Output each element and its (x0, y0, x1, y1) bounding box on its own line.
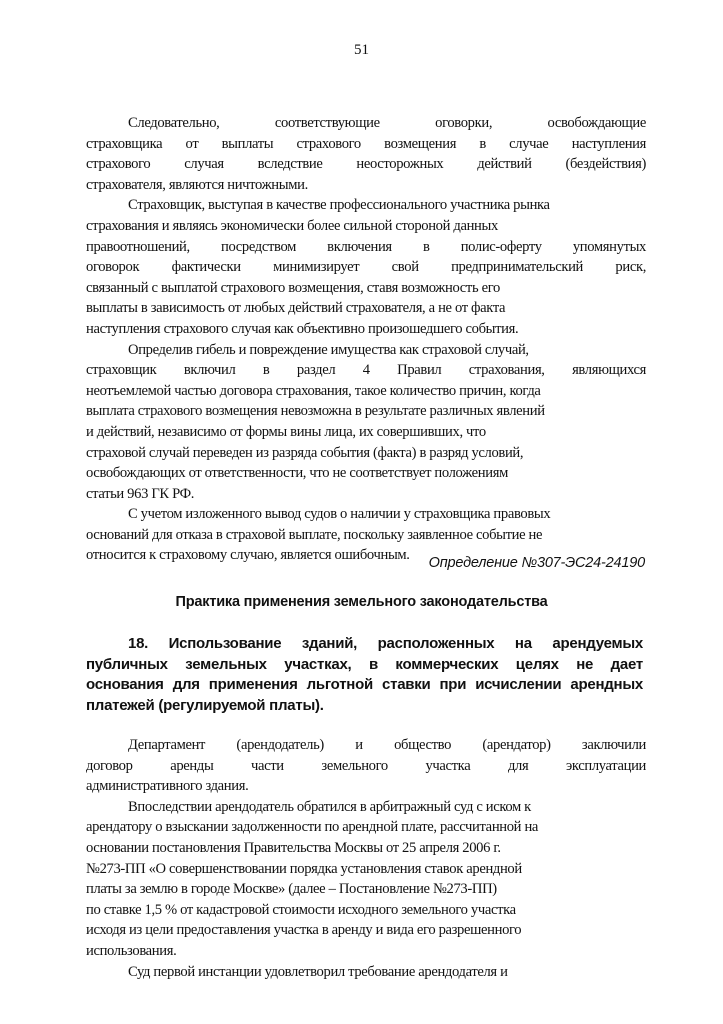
text-line: по ставке 1,5 % от кадастровой стоимости исходного земельного участка (86, 901, 516, 918)
heading-line: 18. Использование зданий, расположенных на арендуемых (128, 635, 643, 652)
body-text-block-b (86, 735, 646, 982)
text-line: основании постановления Правительства Москвы от 25 апреля 2006 г. (86, 839, 501, 856)
text-line: оговорок фактически минимизирует свой предпринимательский риск, (86, 259, 646, 276)
text-line: связанный с выплатой страхового возмещения, ставя возможность его (86, 279, 500, 296)
text-line: страхователя, являются ничтожными. (86, 176, 308, 193)
text-line: правоотношений, посредством включения в полис-оферту упомянутых (86, 238, 646, 255)
text-line: страховщик включил в раздел 4 Правил страхования, являющихся (86, 362, 646, 379)
section-heading: Практика применения земельного законодательства (175, 594, 548, 610)
text-line: Департамент (арендодатель) и общество (арендатор) заключили (128, 737, 646, 753)
paragraph (86, 195, 646, 339)
paragraph (86, 340, 646, 505)
text-line: неотъемлемой частью договора страхования, такое количество причин, когда (86, 382, 541, 399)
body-text-block-a (86, 113, 646, 566)
heading-line: публичных земельных участках, в коммерческих целях не дает (86, 655, 643, 673)
text-line: страхового случая вследствие неосторожных действий (бездействия) (86, 156, 646, 173)
text-line: платы за землю в городе Москве» (далее – Постановление №273-ПП) (86, 881, 497, 898)
text-line: относится к страховому случаю, является ошибочным. (86, 547, 410, 564)
text-line: страхования и являясь экономически более сильной стороной данных (86, 217, 498, 234)
text-line: освобождающих от ответственности, что не соответствует положениям (86, 465, 508, 482)
text-line: С учетом изложенного вывод судов о наличии у страховщика правовых (128, 506, 551, 523)
text-line: выплата страхового возмещения невозможна в результате различных явлений (86, 403, 545, 420)
text-line: Впоследствии арендодатель обратился в арбитражный суд с иском к (128, 798, 531, 815)
text-line: страховщика от выплаты страхового возмещения в случае наступления (86, 135, 646, 152)
text-line: и действий, независимо от формы вины лица, их совершивших, что (86, 423, 486, 440)
paragraph (86, 113, 646, 195)
text-line: арендатору о взыскании задолженности по арендной плате, рассчитанной на (86, 819, 539, 836)
text-line: выплаты в зависимость от любых действий страхователя, а не от факта (86, 300, 506, 317)
text-line: исходя из цели предоставления участка в аренду и вида его разрешенного (86, 922, 522, 939)
item-heading (86, 634, 643, 716)
paragraph (86, 797, 646, 962)
page-number: 51 (354, 42, 369, 58)
text-line: Определив гибель и повреждение имущества как страховой случай, (128, 341, 529, 358)
text-line: Суд первой инстанции удовлетворил требование арендодателя и (128, 963, 508, 980)
text-line: договор аренды части земельного участка для эксплуатации (86, 757, 646, 774)
text-line: наступления страхового случая как объективно произошедшего события. (86, 320, 519, 337)
text-line: страховой случай переведен из разряда события (факта) в разряд условий, (86, 444, 524, 461)
heading-line: основания для применения льготной ставки при исчислении арендных (86, 676, 643, 693)
paragraph (86, 962, 646, 983)
court-ruling-citation: Определение №307-ЭС24-24190 (428, 555, 645, 571)
text-line: использования. (86, 942, 177, 959)
text-line: Следовательно, соответствующие оговорки, освобождающие (128, 115, 646, 131)
text-line: статьи 963 ГК РФ. (86, 485, 195, 502)
text-line: административного здания. (86, 778, 249, 795)
text-line: №273-ПП «О совершенствовании порядка установления ставок арендной (86, 860, 522, 877)
heading-line: платежей (регулируемой платы). (86, 696, 324, 714)
text-line: оснований для отказа в страховой выплате, поскольку заявленное событие не (86, 526, 543, 543)
paragraph (86, 735, 646, 797)
text-line: Страховщик, выступая в качестве профессионального участника рынка (128, 197, 550, 214)
